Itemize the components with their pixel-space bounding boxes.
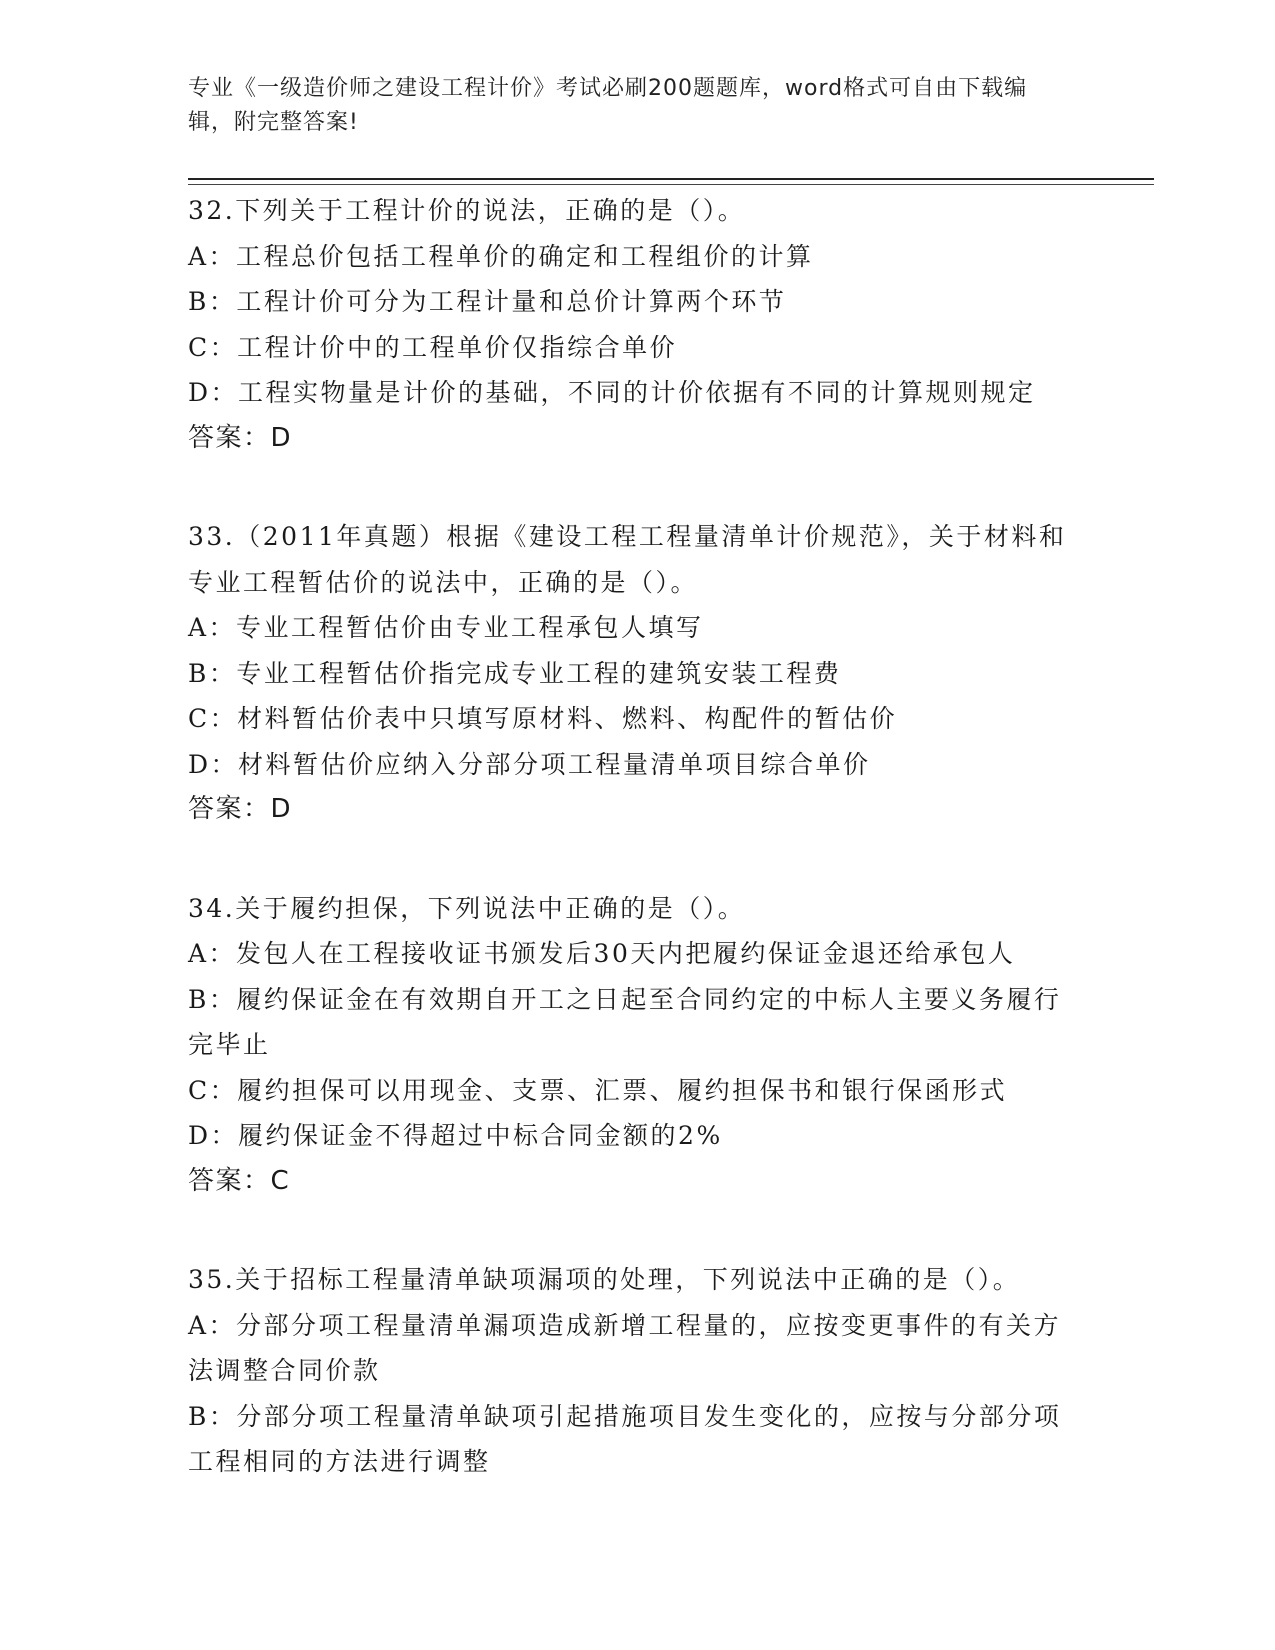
option-b: B：工程计价可分为工程计量和总价计算两个环节 — [188, 287, 787, 316]
answer-line: 答案：D — [188, 422, 293, 453]
option-b: B：专业工程暂估价指完成专业工程的建筑安装工程费 — [188, 658, 842, 688]
question-35 — [188, 1257, 1088, 1485]
option-d: D：履约保证金不得超过中标合同金额的2% — [188, 1121, 723, 1150]
option-b: B：履约保证金在有效期自开工之日起至合同约定的中标人主要义务履行完毕止 — [188, 984, 1062, 1059]
option-a: A：专业工程暂估价由专业工程承包人填写 — [188, 613, 704, 642]
header-divider-thick — [188, 178, 1154, 180]
option-c: C：履约担保可以用现金、支票、汇票、履约担保书和银行保函形式 — [188, 1075, 1008, 1105]
option-a: A：分部分项工程量清单漏项造成新增工程量的，应按变更事件的有关方法调整合同价款 — [188, 1310, 1062, 1385]
option-d: D：工程实物量是计价的基础，不同的计价依据有不同的计算规则规定 — [188, 378, 1036, 407]
question-33 — [188, 514, 1088, 833]
question-stem: 35.关于招标工程量清单缺项漏项的处理，下列说法中正确的是（）。 — [188, 1265, 1021, 1294]
answer-line: 答案：D — [188, 794, 293, 824]
question-list — [188, 188, 1088, 1485]
document-intro: 专业《一级造价师之建设工程计价》考试必刷200题题库，word格式可自由下载编辑，附完整答案! — [188, 76, 1028, 135]
question-stem: 34.关于履约担保，下列说法中正确的是（）。 — [188, 893, 746, 923]
option-d: D：材料暂估价应纳入分部分项工程量清单项目综合单价 — [188, 749, 871, 779]
option-a: A：工程总价包括工程单价的确定和工程组价的计算 — [188, 241, 814, 271]
option-c: C：材料暂估价表中只填写原材料、燃料、构配件的暂估价 — [188, 704, 898, 733]
question-32 — [188, 188, 1088, 461]
question-stem: 33.（2011年真题）根据《建设工程工程量清单计价规范》，关于材料和专业工程暂估价的说法中，正确的是（）。 — [188, 522, 1067, 597]
question-34 — [188, 886, 1088, 1205]
answer-line: 答案：C — [188, 1165, 291, 1196]
question-stem: 32.下列关于工程计价的说法，正确的是（）。 — [188, 196, 746, 225]
option-a: A：发包人在工程接收证书颁发后30天内把履约保证金退还给承包人 — [188, 939, 1016, 968]
option-b: B：分部分项工程量清单缺项引起措施项目发生变化的，应按与分部分项工程相同的方法进行调整 — [188, 1401, 1062, 1476]
option-c: C：工程计价中的工程单价仅指综合单价 — [188, 332, 678, 362]
header-divider-thin — [188, 184, 1154, 185]
